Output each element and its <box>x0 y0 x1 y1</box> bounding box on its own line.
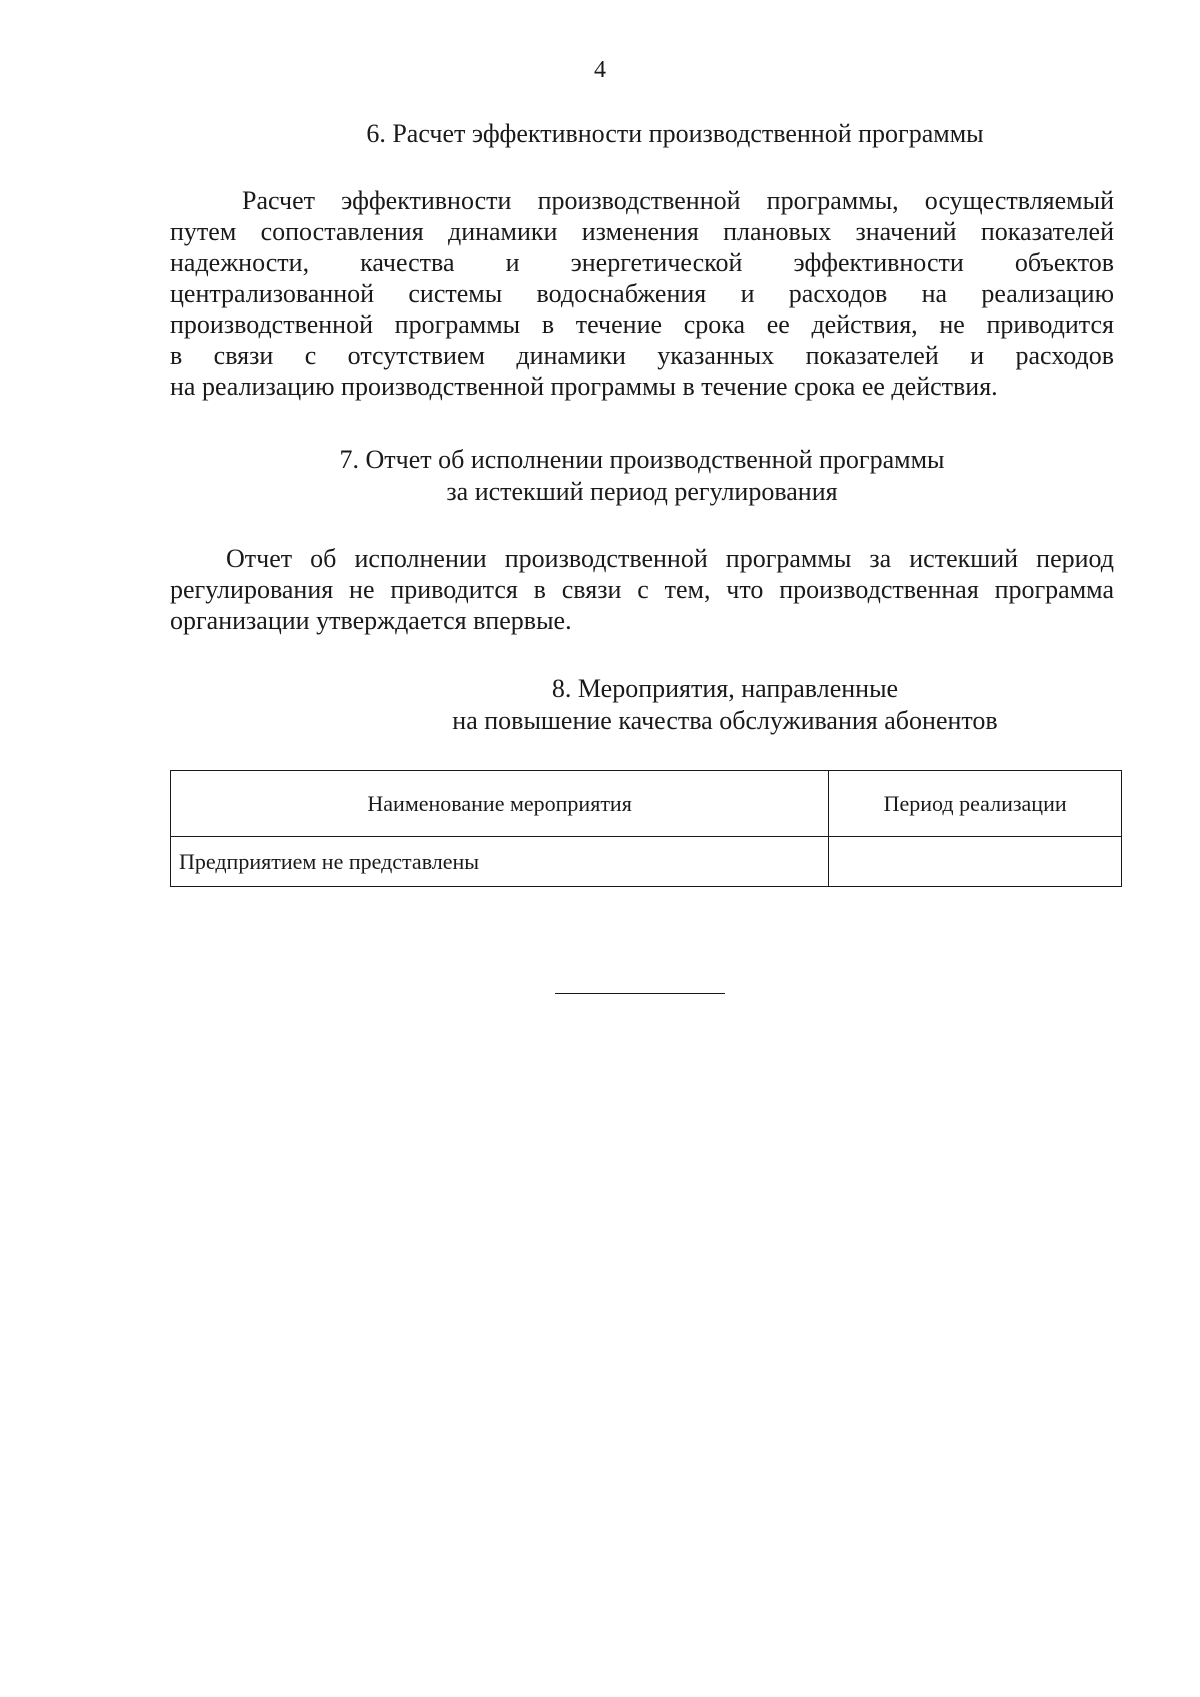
page-number: 4 <box>594 57 606 83</box>
end-of-document-rule <box>555 993 725 994</box>
paragraph-line: централизованной системы водоснабжения и расходов на реализацию <box>170 279 1114 308</box>
paragraph-line: путем сопоставления динамики изменения плановых значений показателей <box>170 217 1114 246</box>
column-header-measure-name: Наименование мероприятия <box>171 771 829 837</box>
column-header-period: Период реализации <box>829 771 1122 837</box>
section-6-title <box>0 118 1200 150</box>
measures-table <box>170 770 1122 887</box>
section-6-title-text: 6. Расчет эффективности производственной программы <box>366 119 984 148</box>
paragraph-line: в связи с отсутствием динамики указанных показателей и расходов <box>170 341 1114 370</box>
paragraph-line: надежности, качества и энергетической эффективности объектов <box>170 248 1114 277</box>
paragraph-line: Расчет эффективности производственной программы, осуществляемый <box>242 186 1114 215</box>
section-8-title-line: на повышение качества обслуживания абонентов <box>452 706 998 735</box>
section-7-title <box>170 444 1114 508</box>
section-8-title <box>320 673 1130 737</box>
paragraph-line: на реализацию производственной программы в течение срока ее действия. <box>170 372 998 401</box>
section-8-title-line: 8. Мероприятия, направленные <box>551 674 899 703</box>
section-7-paragraph <box>170 543 1114 636</box>
section-7-title-line: 7. Отчет об исполнении производственной программы <box>339 445 945 474</box>
section-7-title-line: за истекший период регулирования <box>446 477 838 506</box>
section-6-paragraph <box>170 185 1114 402</box>
paragraph-line: Отчет об исполнении производственной программы за истекший период <box>226 544 1114 573</box>
paragraph-line: производственной программы в течение срока ее действия, не приводится <box>170 310 1114 339</box>
paragraph-line: регулирования не приводится в связи с тем, что производственная программа <box>170 575 1114 604</box>
table-header-row <box>171 771 1122 837</box>
table-cell-period <box>829 837 1122 887</box>
table-row <box>171 837 1122 887</box>
paragraph-line: организации утверждается впервые. <box>170 606 572 635</box>
table-cell-measure-name: Предприятием не представлены <box>171 837 829 887</box>
